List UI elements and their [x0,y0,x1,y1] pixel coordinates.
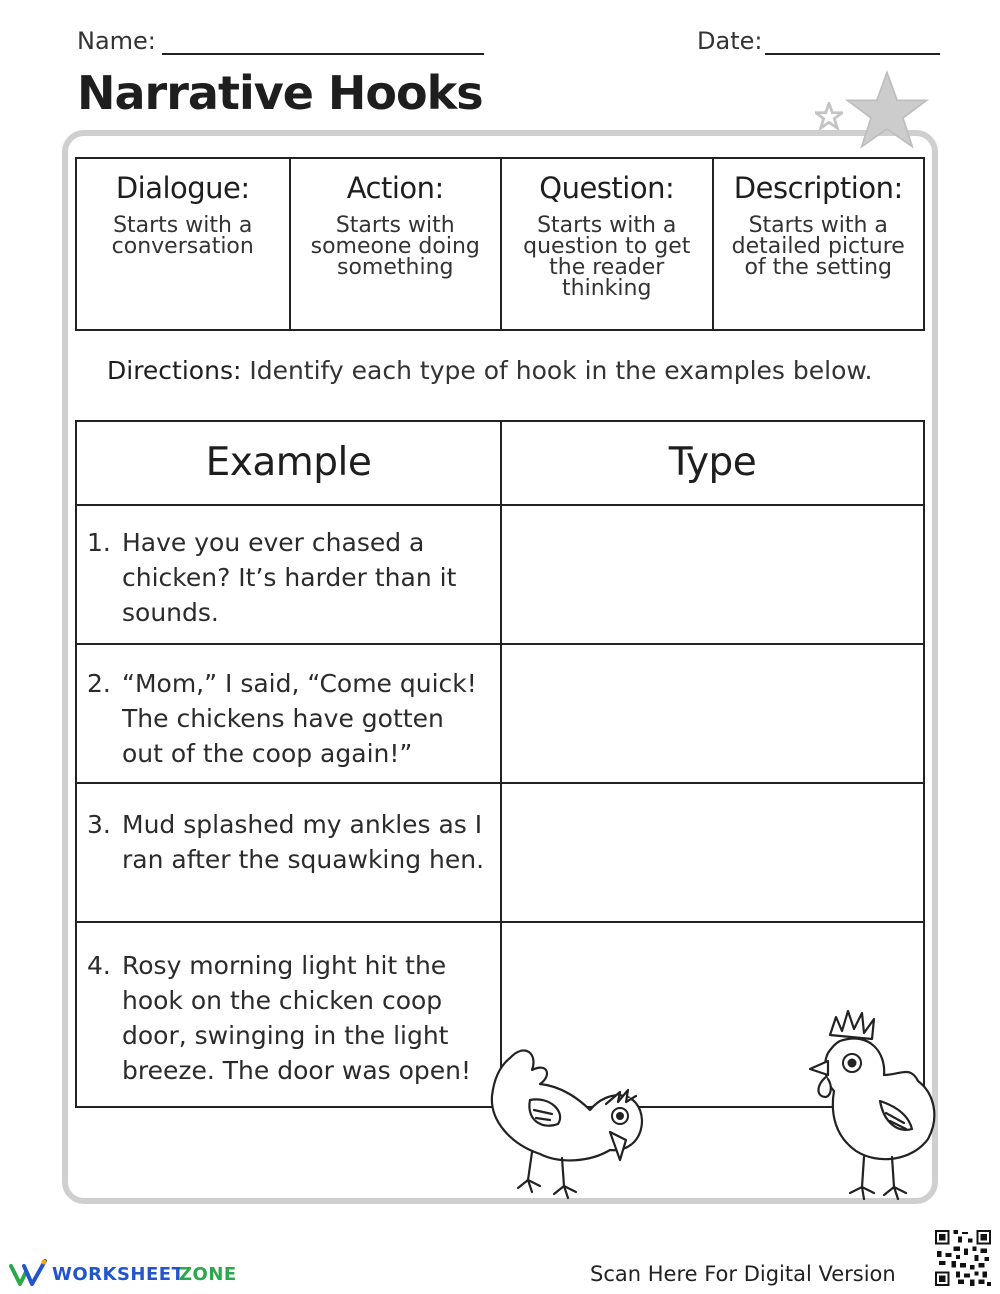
row-number: 2. [87,669,111,698]
name-field[interactable] [162,53,484,55]
hen-illustration [470,1040,665,1202]
example-text: Have you ever chased a chicken? It’s harder than it sounds. [122,528,457,627]
row-number: 1. [87,528,111,557]
date-field[interactable] [765,53,940,55]
directions-label: Directions: [107,356,242,385]
type-answer-cell[interactable] [502,506,923,643]
date-label: Date: [697,27,763,55]
hook-type-question [500,159,712,329]
rooster-illustration [800,1005,950,1205]
example-text: Mud splashed my ankles as I ran after the squawking hen. [122,810,485,874]
table-row [87,666,492,771]
table-row [87,948,492,1088]
name-label: Name: [77,27,156,55]
type-column-header: Type [668,440,757,485]
hook-type-description [712,159,924,329]
hook-type-description: Starts with a conversation [111,213,254,259]
table-row [87,807,492,877]
directions [107,356,872,385]
directions-text: Identify each type of hook in the examples below. [249,356,873,385]
example-text: “Mom,” I said, “Come quick! The chickens have gotten out of the coop again!” [122,669,477,768]
example-text: Rosy morning light hit the hook on the chicken coop door, swinging in the light breeze. The door was open! [122,951,472,1085]
hook-type-name: Dialogue: [115,171,250,205]
hook-type-dialogue [77,159,289,329]
small-star-icon [815,102,843,130]
type-answer-cell[interactable] [502,784,923,921]
worksheet-zone-logo-icon [8,1258,48,1288]
type-answer-cell[interactable] [502,645,923,782]
brand-name-part1: WORKSHEET [52,1264,185,1285]
scan-instruction: Scan Here For Digital Version [590,1262,896,1286]
hook-type-description: Starts with a question to get the reader thinking [523,213,691,301]
brand-name-part2: ZONE [179,1264,237,1285]
table-row [87,525,492,630]
examples-table [75,420,925,1108]
hook-type-description: Starts with someone doing something [310,213,480,280]
hook-type-name: Description: [733,171,903,205]
star-icon [844,70,930,150]
hook-types-grid [75,157,925,331]
row-number: 3. [87,810,111,839]
hook-type-name: Question: [539,171,675,205]
hook-type-description-text: Starts with a detailed picture of the setting [731,213,905,280]
example-column-header: Example [205,440,372,485]
hook-type-action [289,159,501,329]
page-title: Narrative Hooks [77,66,483,120]
hook-type-name: Action: [346,171,444,205]
qr-code-icon[interactable] [933,1228,993,1288]
row-number: 4. [87,951,111,980]
